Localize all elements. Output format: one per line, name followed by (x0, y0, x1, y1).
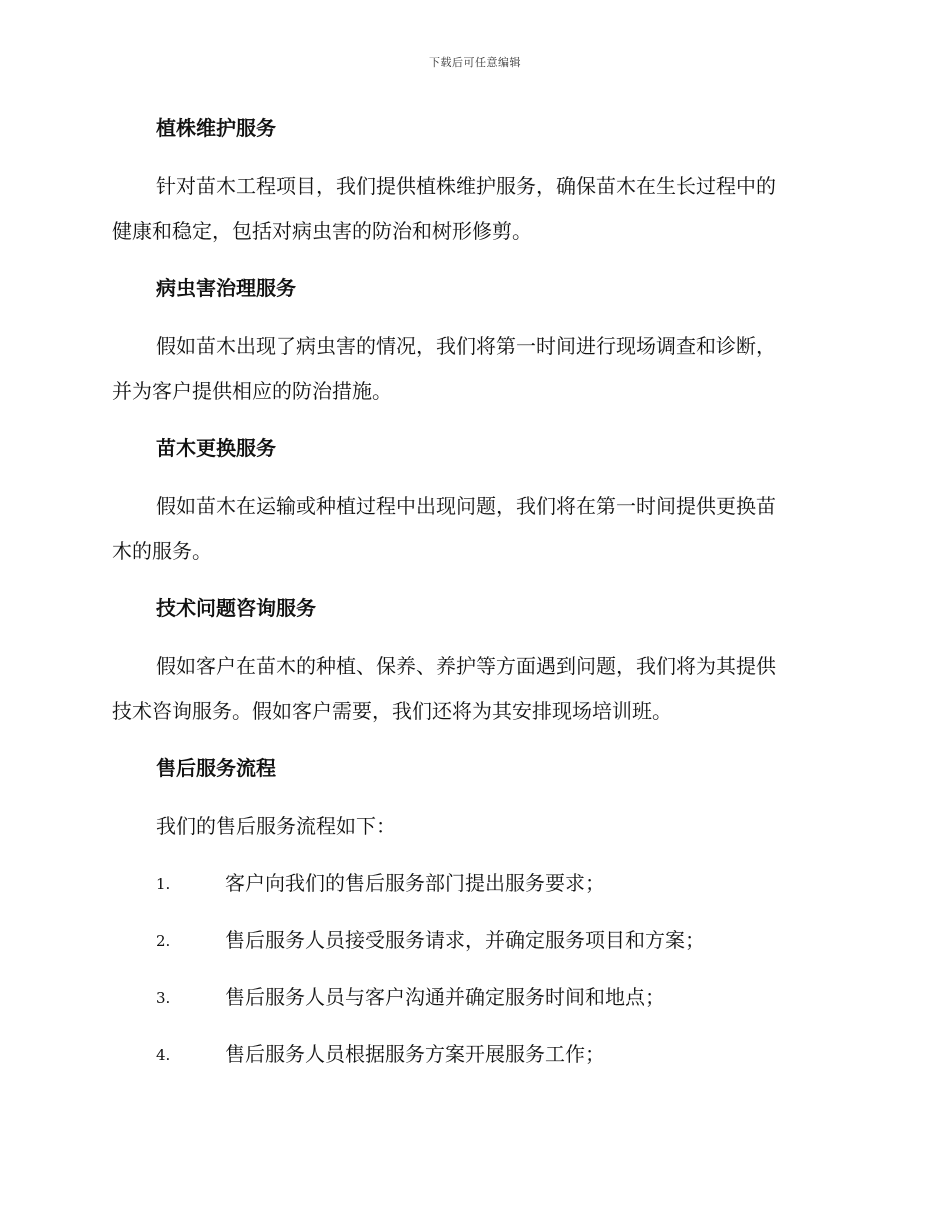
paragraph-line: 假如苗木在运输或种植过程中出现问题，我们将在第一时间提供更换苗 (156, 494, 776, 518)
section-body-technical-consulting (112, 652, 842, 742)
section-heading-pest-control: 病虫害治理服务 (156, 276, 296, 300)
step-number: 3. (156, 989, 171, 1007)
step-text: 售后服务人员与客户沟通并确定服务时间和地点； (225, 985, 665, 1009)
paragraph-line: 木的服务。 (112, 539, 212, 563)
step-text: 售后服务人员根据服务方案开展服务工作； (225, 1042, 605, 1066)
step-number: 4. (156, 1046, 171, 1064)
process-intro: 我们的售后服务流程如下： (156, 814, 396, 838)
section-heading-seedling-replacement: 苗木更换服务 (156, 436, 276, 460)
section-body-seedling-replacement (112, 492, 842, 582)
paragraph-line: 并为客户提供相应的防治措施。 (112, 379, 392, 403)
step-number: 1. (156, 875, 171, 893)
step-number: 2. (156, 932, 171, 950)
step-text: 售后服务人员接受服务请求，并确定服务项目和方案； (225, 928, 705, 952)
section-heading-technical-consulting: 技术问题咨询服务 (156, 596, 316, 620)
paragraph-line: 假如客户在苗木的种植、保养、养护等方面遇到问题，我们将为其提供 (156, 654, 776, 678)
paragraph-line: 技术咨询服务。假如客户需要，我们还将为其安排现场培训班。 (112, 699, 672, 723)
paragraph-line: 健康和稳定，包括对病虫害的防治和树形修剪。 (112, 219, 532, 243)
step-text: 客户向我们的售后服务部门提出服务要求； (225, 871, 605, 895)
section-heading-plant-maintenance: 植株维护服务 (156, 116, 276, 140)
page-header-note: 下载后可任意编辑 (429, 56, 521, 69)
paragraph-line: 针对苗木工程项目，我们提供植株维护服务，确保苗木在生长过程中的 (156, 174, 776, 198)
section-body-plant-maintenance (112, 172, 842, 262)
paragraph-line: 假如苗木出现了病虫害的情况，我们将第一时间进行现场调查和诊断， (156, 334, 776, 358)
section-body-pest-control (112, 332, 842, 422)
section-heading-after-sales-process: 售后服务流程 (156, 756, 276, 780)
